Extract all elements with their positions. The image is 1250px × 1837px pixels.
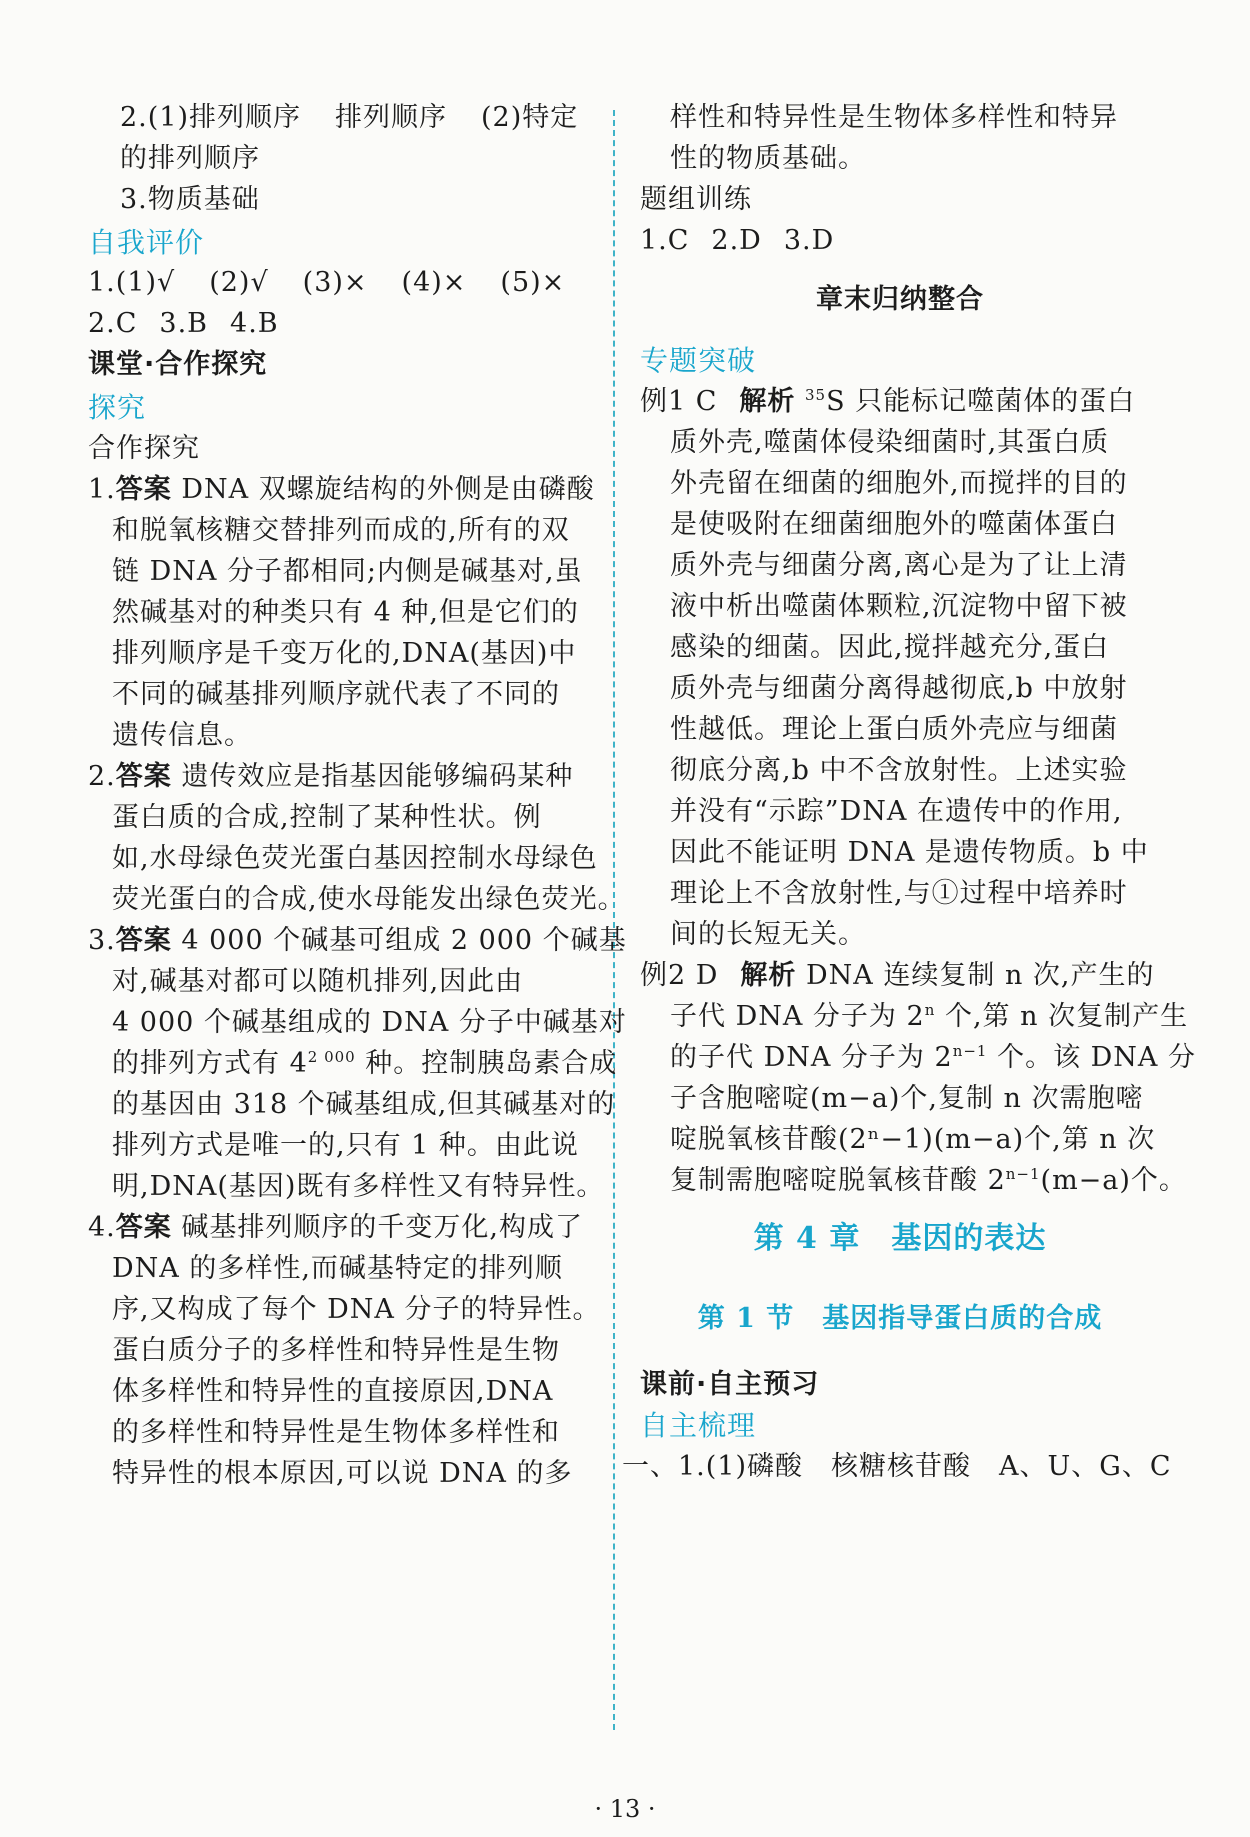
answer-line: 明,DNA(基因)既有多样性又有特异性。 xyxy=(112,1171,605,1202)
answer-item-4: 4.答案 碱基排列顺序的千变万化,构成了 xyxy=(88,1212,583,1243)
answer-line: 的排列方式有 $4^{2 000}$ 种。控制胰岛素合成 xyxy=(112,1048,618,1079)
answer-line: 如,水母绿色荧光蛋白基因控制水母绿色 xyxy=(112,843,598,874)
example-2: 例2 D 解析 DNA 连续复制 n 次,产生的 xyxy=(640,960,1155,991)
answer-line: 蛋白质的合成,控制了某种性状。例 xyxy=(112,802,542,833)
answer-line: 液中析出噬菌体颗粒,沉淀物中留下被 xyxy=(670,591,1128,622)
answer-line: 质外壳,噬菌体侵染细菌时,其蛋白质 xyxy=(670,427,1110,458)
heading-explore: 探究 xyxy=(88,391,147,424)
answer-line: 一、1.(1)磷酸 核糖核苷酸 A、U、G、C xyxy=(622,1451,1172,1482)
self-eval-answers: 1.(1)√ (2)√ (3)× (4)× (5)× xyxy=(88,267,566,298)
answer-item-1: 1.答案 DNA 双螺旋结构的外侧是由磷酸 xyxy=(88,474,595,505)
answer-line: 遗传信息。 xyxy=(112,720,252,751)
answer-line: 然碱基对的种类只有 4 种,但是它们的 xyxy=(112,597,579,628)
chapter-summary-title: 章末归纳整合 xyxy=(816,284,984,315)
heading-topic: 专题突破 xyxy=(640,344,757,377)
section-title: 第 1 节 基因指导蛋白质的合成 xyxy=(697,1303,1103,1334)
answer-line: DNA 的多样性,而碱基特定的排列顺 xyxy=(112,1253,563,1284)
answer-line: 序,又构成了每个 DNA 分子的特异性。 xyxy=(112,1294,601,1325)
answer-line: 排列顺序是千变万化的,DNA(基因)中 xyxy=(112,638,577,669)
answer-line: 性越低。理论上蛋白质外壳应与细菌 xyxy=(670,714,1118,745)
answer-line: 的基因由 318 个碱基组成,但其碱基对的 xyxy=(112,1089,616,1120)
answer-line: 复制需胞嘧啶脱氧核苷酸 $2^{n-1}(m-a)$个。 xyxy=(670,1165,1187,1196)
answer-line: 样性和特异性是生物体多样性和特异 xyxy=(670,102,1118,133)
heading-classroom: 课堂·合作探究 xyxy=(88,349,268,380)
heading-self-eval: 自我评价 xyxy=(88,226,205,259)
heading-drill: 题组训练 xyxy=(640,184,752,215)
heading-coop: 合作探究 xyxy=(88,433,200,464)
chapter-title: 第 4 章 基因的表达 xyxy=(753,1221,1047,1256)
answer-line: 彻底分离,b 中不含放射性。上述实验 xyxy=(670,755,1128,786)
example-1: 例1 C 解析 $^{35}$S 只能标记噬菌体的蛋白 xyxy=(640,386,1136,417)
answer-line: 外壳留在细菌的细胞外,而搅拌的目的 xyxy=(670,468,1128,499)
answer-line: 质外壳与细菌分离得越彻底,b 中放射 xyxy=(670,673,1128,704)
answer-line: 2.(1)排列顺序 排列顺序 (2)特定 xyxy=(120,102,579,133)
answer-line: 啶脱氧核苷酸(2ⁿ−1)(m−a)个,第 n 次 xyxy=(670,1124,1156,1155)
answer-line: 体多样性和特异性的直接原因,DNA xyxy=(112,1376,554,1407)
answer-item-2: 2.答案 遗传效应是指基因能够编码某种 xyxy=(88,761,574,792)
answer-line: 质外壳与细菌分离,离心是为了让上清 xyxy=(670,550,1128,581)
answer-line: 因此不能证明 DNA 是遗传物质。b 中 xyxy=(670,837,1149,868)
answer-line: 排列方式是唯一的,只有 1 种。由此说 xyxy=(112,1130,579,1161)
answer-line: 的排列顺序 xyxy=(120,143,260,174)
answer-line: 3.物质基础 xyxy=(120,184,260,215)
drill-answers: 1.C 2.D 3.D xyxy=(640,225,835,256)
answer-line: 是使吸附在细菌细胞外的噬菌体蛋白 xyxy=(670,509,1118,540)
answer-line: 特异性的根本原因,可以说 DNA 的多 xyxy=(112,1458,573,1489)
page-number: · 13 · xyxy=(594,1795,656,1823)
answer-line: 对,碱基对都可以随机排列,因此由 xyxy=(112,966,524,997)
answer-line: 的子代 DNA 分子为 $2^{n-1}$ 个。该 DNA 分 xyxy=(670,1042,1197,1073)
answer-line: 4 000 个碱基组成的 DNA 分子中碱基对 xyxy=(112,1007,627,1038)
heading-sort: 自主梳理 xyxy=(640,1409,757,1442)
answer-line: 并没有“示踪”DNA 在遗传中的作用, xyxy=(670,796,1123,827)
answer-line: 不同的碱基排列顺序就代表了不同的 xyxy=(112,679,560,710)
answer-line: 间的长短无关。 xyxy=(670,919,866,950)
answer-line: 感染的细菌。因此,搅拌越充分,蛋白 xyxy=(670,632,1110,663)
answer-line: 子含胞嘧啶(m−a)个,复制 n 次需胞嘧 xyxy=(670,1083,1144,1114)
answer-line: 理论上不含放射性,与①过程中培养时 xyxy=(670,878,1128,909)
heading-preclass: 课前·自主预习 xyxy=(640,1369,820,1400)
column-divider xyxy=(613,110,615,1730)
answer-line: 性的物质基础。 xyxy=(670,143,866,174)
answer-line: 链 DNA 分子都相同;内侧是碱基对,虽 xyxy=(112,556,583,587)
self-eval-answers: 2.C 3.B 4.B xyxy=(88,308,279,339)
answer-line: 蛋白质分子的多样性和特异性是生物 xyxy=(112,1335,560,1366)
answer-line: 的多样性和特异性是生物体多样性和 xyxy=(112,1417,560,1448)
answer-line: 子代 DNA 分子为 2$^n$ 个,第 n 次复制产生 xyxy=(670,1001,1189,1032)
answer-item-3: 3.答案 4 000 个碱基可组成 2 000 个碱基 xyxy=(88,925,627,956)
answer-line: 荧光蛋白的合成,使水母能发出绿色荧光。 xyxy=(112,884,626,915)
answer-line: 和脱氧核糖交替排列而成的,所有的双 xyxy=(112,515,570,546)
